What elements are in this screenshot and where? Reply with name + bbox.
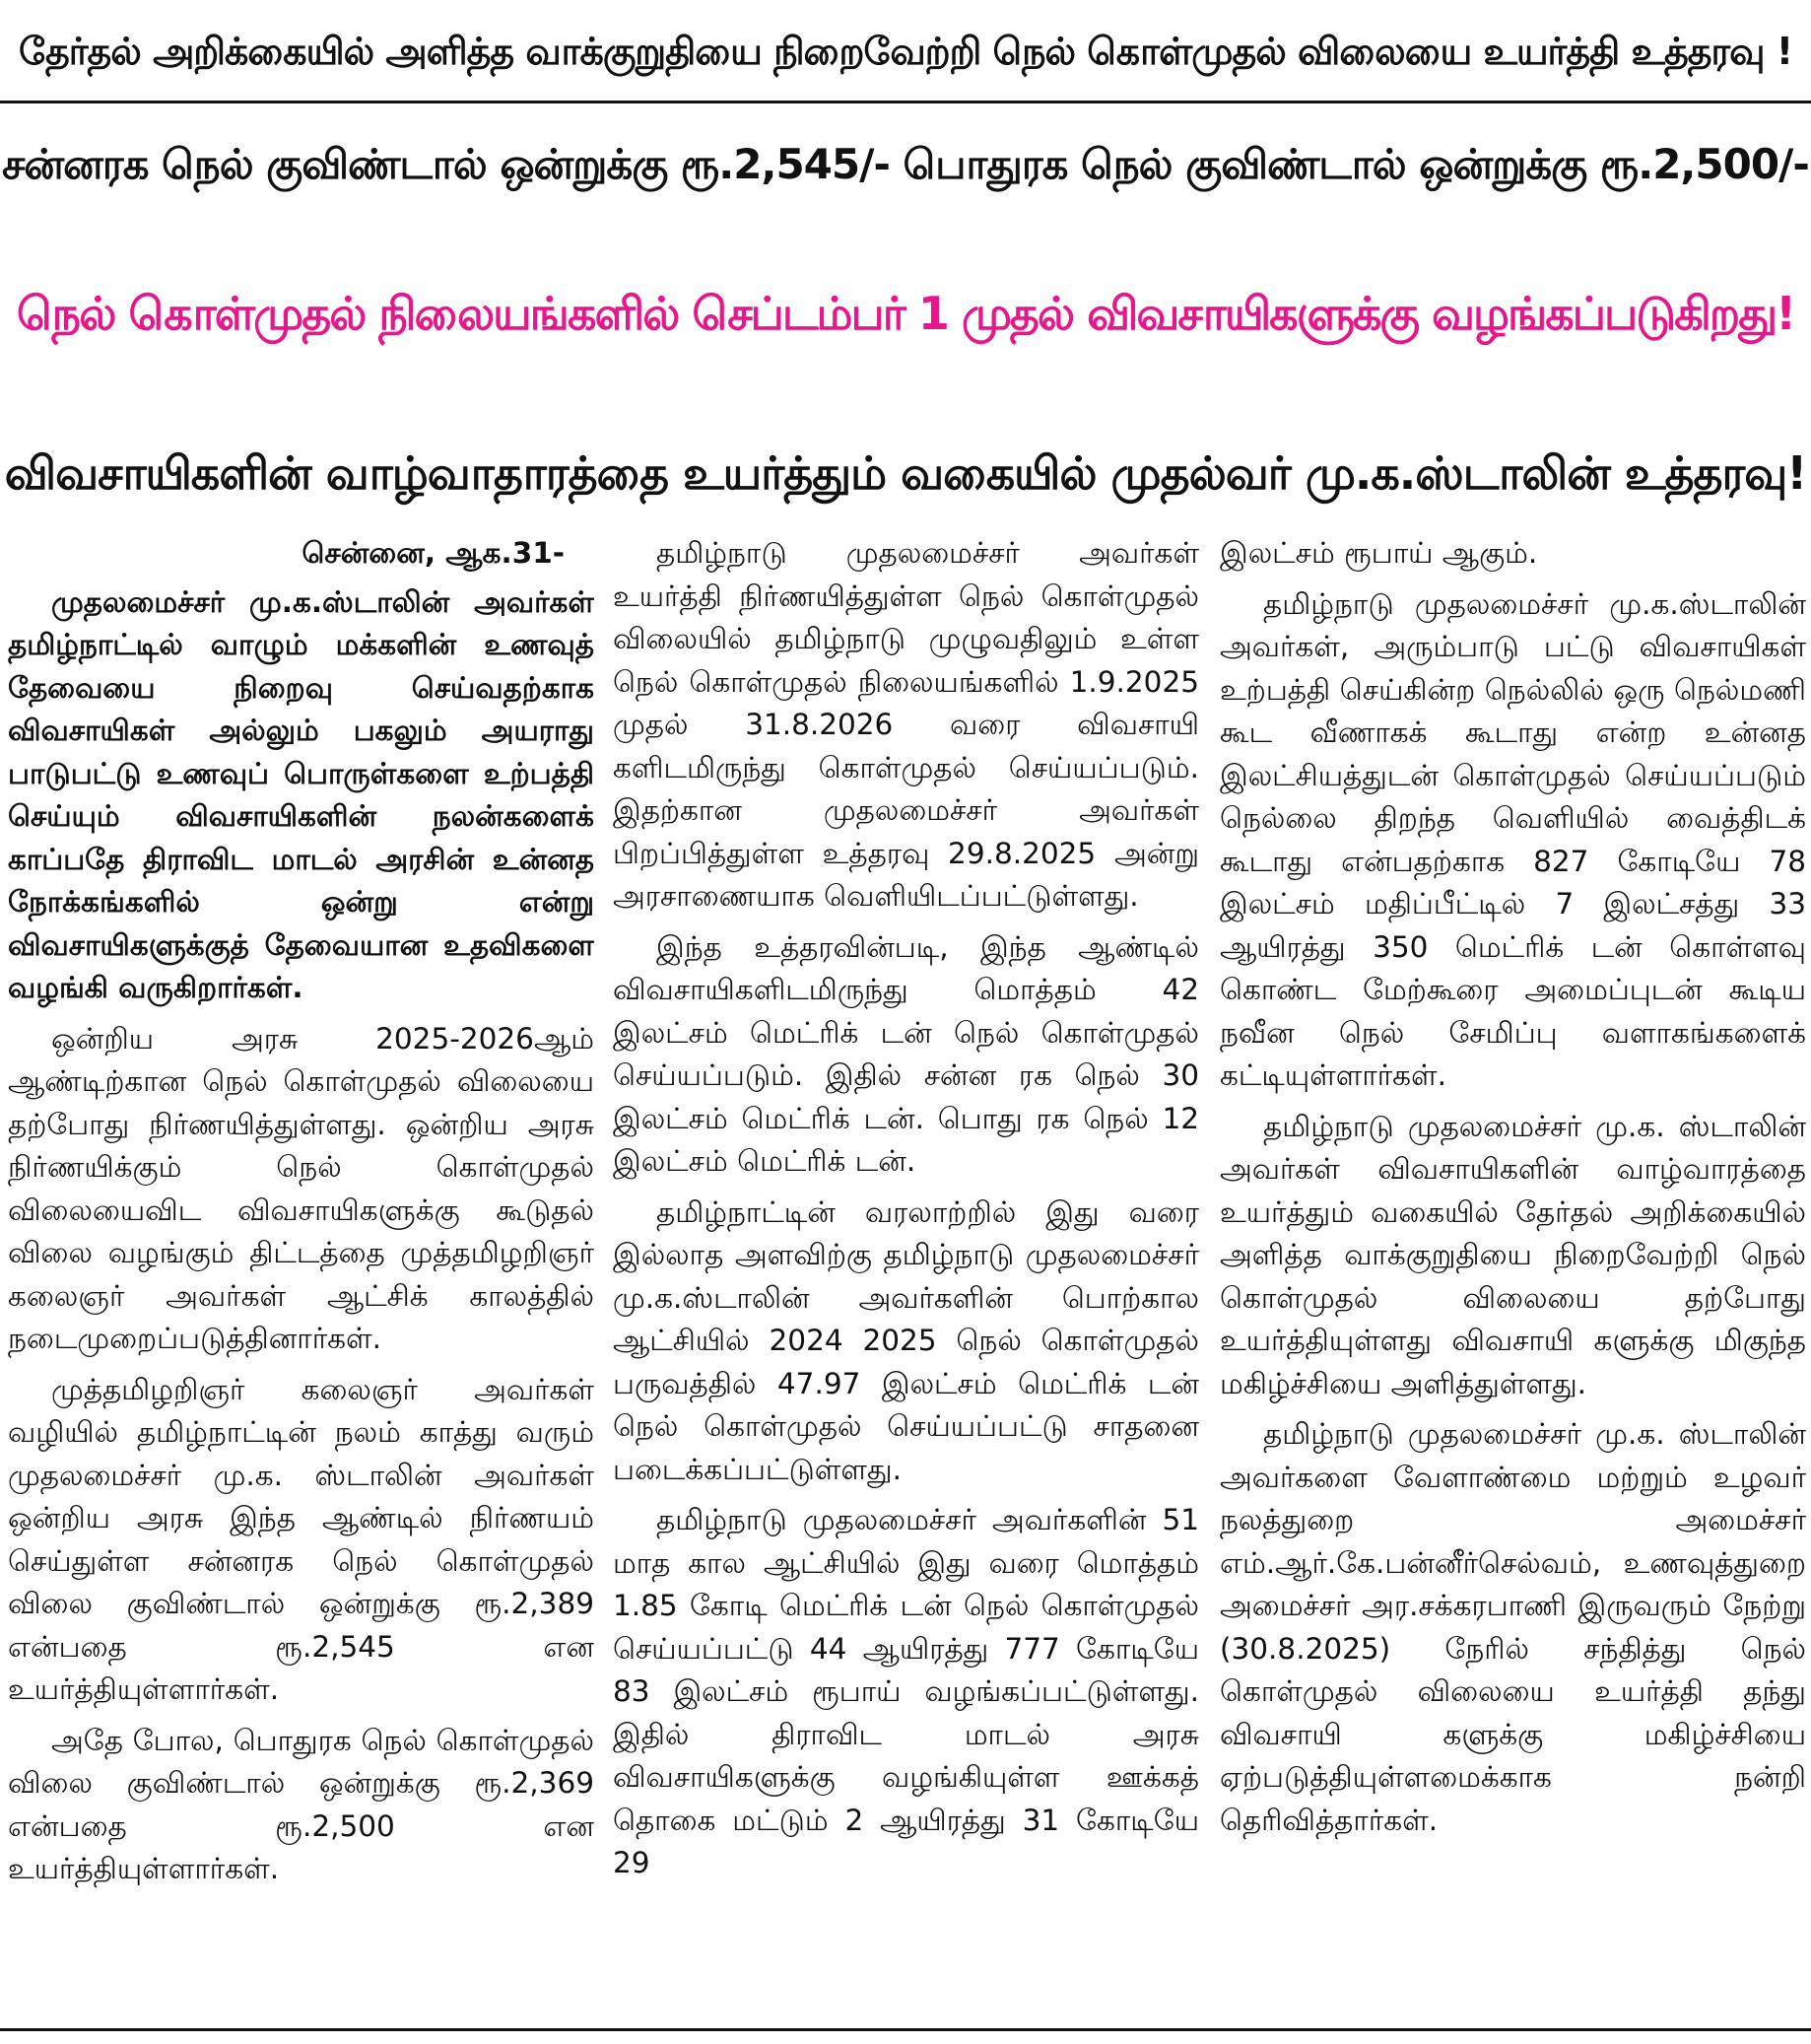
headline-prices: சன்னரக நெல் குவிண்டால் ஒன்றுக்கு ரூ.2,545/- பொதுரக நெல் குவிண்டால் ஒன்றுக்கு ரூ.2,500/-: [2, 140, 1809, 188]
article-paragraph: அதே போல, பொதுரக நெல் கொள்முதல் விலை குவிண்டால் ஒன்றுக்கு ரூ.2,369 என்பதை ரூ.2,500 என உயர்த்தியுள்ளார்கள்.: [8, 1723, 594, 1885]
article-paragraph: தமிழ்நாடு முதலமைச்சர் அவர்கள் உயர்த்தி நிர்ணயித்துள்ள நெல் கொள்முதல் விலையில் தமிழ்நாடு முழுவதிலும் உள்ள நெல் கொள்முதல் நிலையங்களில் 1.9.2025 முதல் 31.8.2026 வரை விவசாயி களிடமிருந்து கொள்முதல் செய்யப்படும். இதற்கான முதலமைச்சர் அவர்கள் பிறப்பித்துள்ள உத்தரவு 29.8.2025 அன்று அரசாணையாக வெளியிடப்பட்டுள்ளது.: [613, 536, 1199, 913]
article-paragraph: தமிழ்நாடு முதலமைச்சர் மு.க.ஸ்டாலின் அவர்கள், அரும்பாடு பட்டு விவசாயிகள் உற்பத்தி செய்கின்ற நெல்லில் ஒரு நெல்மணி கூட வீணாகக் கூடாது என்ற உன்னத இலட்சியத்துடன் கொள்முதல் செய்யப்படும் நெல்லை திறந்த வெளியில் வைத்திடக் கூடாது என்பதற்காக 827 கோடியே 78 இலட்சம் மதிப்பீட்டில் 7 இலட்சத்து 33 ஆயிரத்து 350 மெட்ரிக் டன் கொள்ளவு கொண்ட மேற்கூரை அமைப்புடன் கூடிய நவீன நெல் சேமிப்பு வளாகங்களைக் கட்டியுள்ளார்கள்.: [1220, 586, 1806, 1092]
article-paragraph: தமிழ்நாட்டின் வரலாற்றில் இது வரை இல்லாத அளவிற்கு தமிழ்நாடு முதலமைச்சர் மு.க.ஸ்டாலின் அவர்களின் பொற்கால ஆட்சியில் 2024 2025 நெல் கொள்முதல் பருவத்தில் 47.97 இலட்சம் மெட்ரிக் டன் நெல் கொள்முதல் செய்யப்பட்டு சாதனை படைக்கப்பட்டுள்ளது.: [613, 1194, 1199, 1486]
article-paragraph: முத்தமிழறிஞர் கலைஞர் அவர்கள் வழியில் தமிழ்நாட்டின் நலம் காத்து வரும் முதலமைச்சர் மு.க. ஸ்டாலின் அவர்கள் ஒன்றிய அரசு இந்த ஆண்டில் நிர்ணயம் செய்துள்ள சன்னரக நெல் கொள்முதல் விலை குவிண்டால் ஒன்றுக்கு ரூ.2,389 என்பதை ரூ.2,545 என உயர்த்தியுள்ளார்கள்.: [8, 1372, 594, 1706]
article-paragraph: இலட்சம் ரூபாய் ஆகும்.: [1220, 536, 1538, 570]
article-paragraph: ஒன்றிய அரசு 2025-2026ஆம் ஆண்டிற்கான நெல் கொள்முதல் விலையை தற்போது நிர்ணயித்துள்ளது. ஒன்றிய அரசு நிர்ணயிக்கும் நெல் கொள்முதல் விலையைவிட விவசாயிகளுக்கு கூடுதல் விலை வழங்கும் திட்டத்தை முத்தமிழறிஞர் கலைஞர் அவர்கள் ஆட்சிக் காலத்தில் நடைமுறைப்படுத்தினார்கள்.: [8, 1021, 594, 1355]
bottom-rule: [0, 2028, 1811, 2031]
article-paragraph: தமிழ்நாடு முதலமைச்சர் மு.க. ஸ்டாலின் அவர்கள் விவசாயிகளின் வாழ்வாரத்தை உயர்த்தும் வகையில் தேர்தல் அறிக்கையில் அளித்த வாக்குறுதியை நிறைவேற்றி நெல் கொள்முதல் விலையை தற்போது உயர்த்தியுள்ளது விவசாயி களுக்கு மிகுந்த மகிழ்ச்சியை அளித்துள்ளது.: [1220, 1109, 1806, 1400]
dateline: சென்னை, ஆக.31-: [302, 536, 565, 570]
headline-main: நெல் கொள்முதல் நிலையங்களில் செப்டம்பர் 1 முதல் விவசாயிகளுக்கு வழங்கப்படுகிறது!: [16, 287, 1795, 340]
divider-rule: [0, 101, 1811, 103]
lead-paragraph: முதலமைச்சர் மு.க.ஸ்டாலின் அவர்கள் தமிழ்நாட்டில் வாழும் மக்களின் உணவுத் தேவையை நிறைவு செய்வதற்காக விவசாயிகள் அல்லும் பகலும் அயராது பாடுபட்டு உணவுப் பொருள்களை உற்பத்தி செய்யும் விவசாயிகளின் நலன்களைக் காப்பதே திராவிட மாடல் அரசின் உன்னத நோக்கங்களில் ஒன்று என்று விவசாயிகளுக்குத் தேவையான உதவிகளை வழங்கி வருகிறார்கள்.: [8, 584, 594, 1004]
article-column-2: [613, 532, 1199, 2010]
article-column-1: [8, 532, 594, 2010]
article-paragraph: தமிழ்நாடு முதலமைச்சர் மு.க. ஸ்டாலின் அவர்களை வேளாண்மை மற்றும் உழவர் நலத்துறை அமைச்சர் எம்.ஆர்.கே.பன்னீர்செல்வம், உணவுத்துறை அமைச்சர் அர.சக்கரபாணி இருவரும் நேற்று (30.8.2025) நேரில் சந்தித்து நெல் கொள்முதல் விலையை உயர்த்தி தந்து விவசாயி களுக்கு மகிழ்ச்சியை ஏற்படுத்தியுள்ளமைக்காக நன்றி தெரிவித்தார்கள்.: [1220, 1417, 1806, 1837]
headline-sub: விவசாயிகளின் வாழ்வாதாரத்தை உயர்த்தும் வகையில் முதல்வர் மு.க.ஸ்டாலின் உத்தரவு!: [4, 446, 1807, 500]
headline-top: தேர்தல் அறிக்கையில் அளித்த வாக்குறுதியை நிறைவேற்றி நெல் கொள்முதல் விலையை உயர்த்தி உத்தரவு !: [18, 30, 1793, 73]
article-paragraph: இந்த உத்தரவின்படி, இந்த ஆண்டில் விவசாயிகளிடமிருந்து மொத்தம் 42 இலட்சம் மெட்ரிக் டன் நெல் கொள்முதல் செய்யப்படும். இதில் சன்ன ரக நெல் 30 இலட்சம் மெட்ரிக் டன். பொது ரக நெல் 12 இலட்சம் மெட்ரிக் டன்.: [613, 929, 1199, 1178]
article-paragraph: தமிழ்நாடு முதலமைச்சர் அவர்களின் 51 மாத கால ஆட்சியில் இது வரை மொத்தம் 1.85 கோடி மெட்ரிக் டன் நெல் கொள்முதல் செய்யப்பட்டு 44 ஆயிரத்து 777 கோடியே 83 இலட்சம் ரூபாய் வழங்கப்பட்டுள்ளது. இதில் திராவிட மாடல் அரசு விவசாயிகளுக்கு வழங்கியுள்ள ஊக்கத் தொகை மட்டும் 2 ஆயிரத்து 31 கோடியே 29: [613, 1503, 1199, 1879]
article-column-3: [1220, 532, 1806, 2010]
